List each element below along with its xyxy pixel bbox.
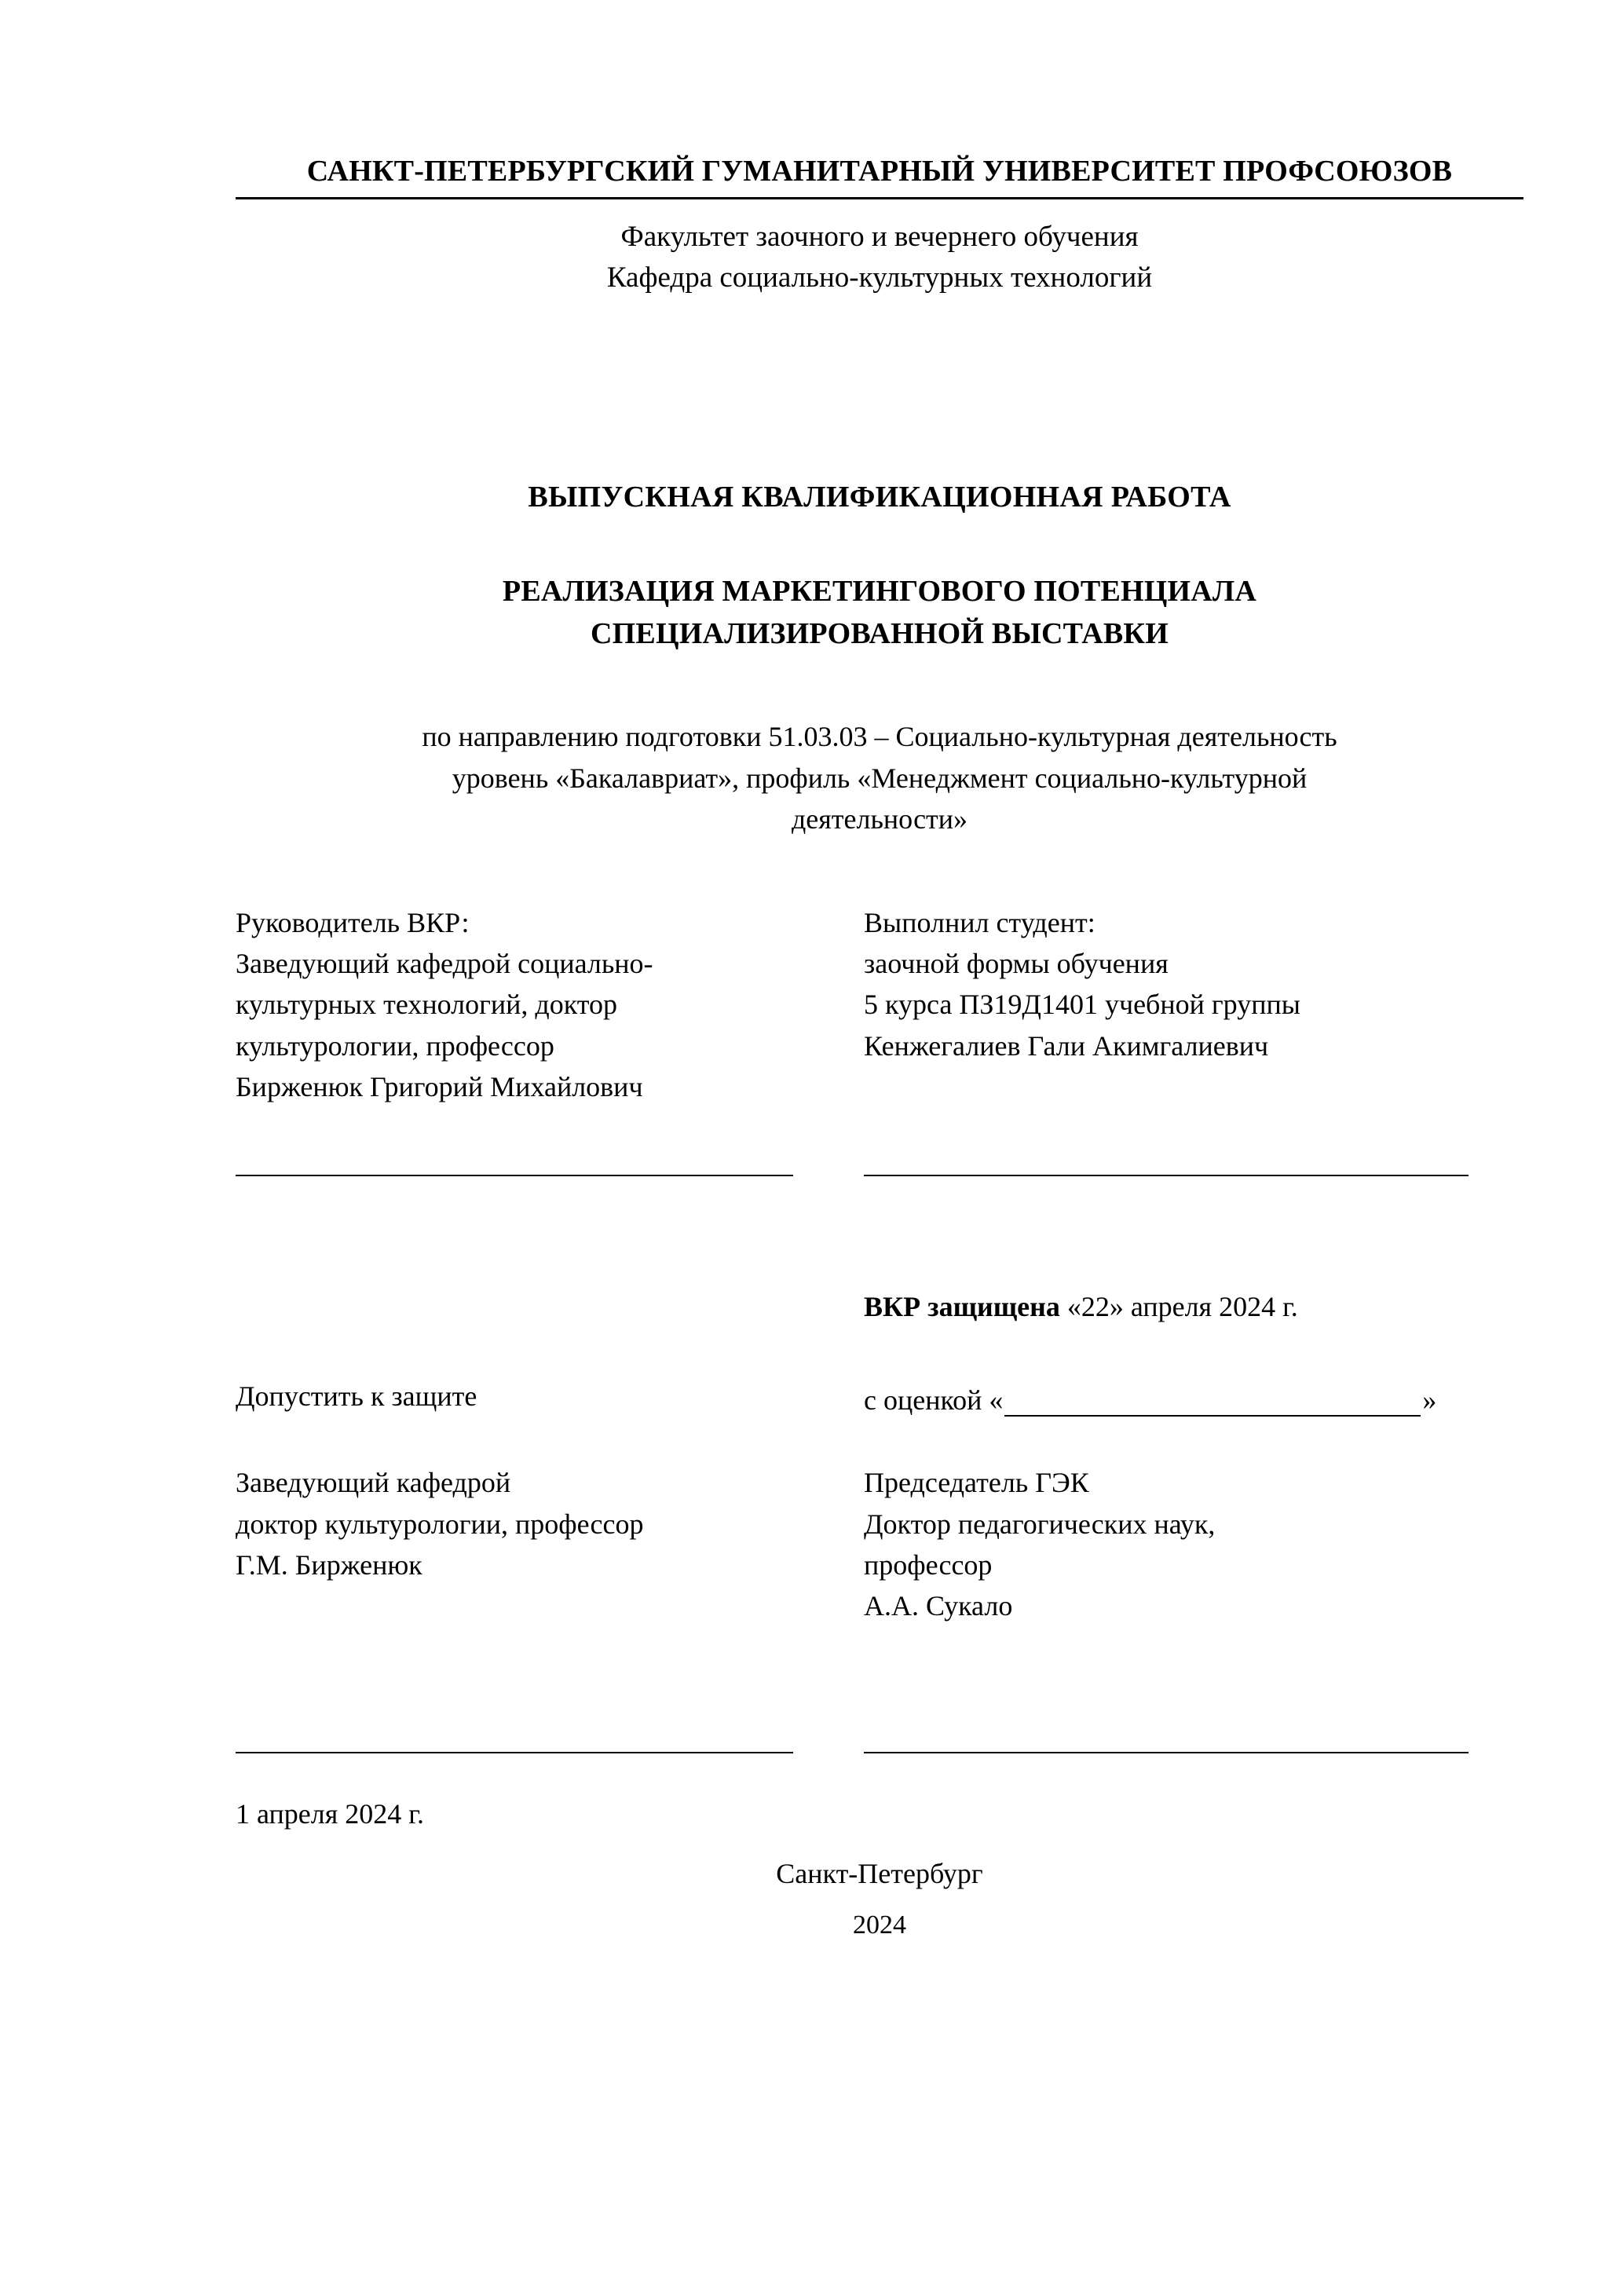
grade-block xyxy=(864,1384,1523,1417)
faculty-name: Факультет заочного и вечернего обучения xyxy=(620,220,1139,253)
document-date: 1 апреля 2024 г. xyxy=(236,1798,424,1830)
officials-row xyxy=(236,1462,1523,1626)
defense-date: «22» апреля 2024 г. xyxy=(1066,1290,1298,1322)
defense-left-spacer xyxy=(236,1286,864,1327)
program-info xyxy=(236,716,1523,839)
signature-row-bottom xyxy=(236,1752,1523,1753)
grade-field[interactable] xyxy=(864,1384,1523,1417)
program-line-3: деятельности» xyxy=(791,803,968,835)
spacer-2 xyxy=(236,514,1523,571)
defense-line xyxy=(864,1286,1523,1327)
defense-row xyxy=(236,1286,1523,1327)
student-block xyxy=(864,902,1523,1107)
supervisor-name: Бирженюк Григорий Михайлович xyxy=(236,1070,643,1102)
department-name: Кафедра социально-культурных технологий xyxy=(606,261,1153,294)
chair-line-2: Доктор педагогических наук, xyxy=(864,1508,1216,1540)
city-name: Санкт-Петербург xyxy=(776,1858,983,1890)
spacer-5 xyxy=(236,1176,1523,1286)
chair-name: А.А. Сукало xyxy=(864,1589,1013,1621)
signature-line xyxy=(236,1752,793,1753)
supervisor-label: Руководитель ВКР: xyxy=(236,907,470,939)
supervisor-line-2: культурных технологий, доктор xyxy=(236,989,617,1021)
signature-line xyxy=(864,1752,1469,1753)
chair-signature-field[interactable] xyxy=(864,1752,1523,1753)
student-signature-field[interactable] xyxy=(864,1175,1523,1176)
student-line-2: 5 курса ПЗ19Д1401 учебной группы xyxy=(864,989,1300,1021)
spacer-7 xyxy=(236,1417,1523,1462)
grade-blank-line[interactable] xyxy=(1004,1391,1421,1417)
grade-suffix: » xyxy=(1422,1384,1437,1417)
head-line-2: доктор культурологии, профессор xyxy=(236,1508,644,1540)
signature-line xyxy=(864,1175,1469,1176)
year: 2024 xyxy=(853,1910,906,1940)
head-line-1: Заведующий кафедрой xyxy=(236,1467,511,1499)
head-of-department-block xyxy=(236,1462,864,1626)
spacer-4 xyxy=(236,839,1523,902)
admission-row xyxy=(236,1376,1523,1417)
spacer-3 xyxy=(236,655,1523,716)
head-name: Г.М. Бирженюк xyxy=(236,1548,422,1581)
authorship-columns xyxy=(236,902,1523,1107)
student-line-1: заочной формы обучения xyxy=(864,948,1169,980)
spacer-9 xyxy=(236,1753,1523,1797)
supervisor-line-1: Заведующий кафедрой социально- xyxy=(236,948,653,980)
program-line-2: уровень «Бакалавриат», профиль «Менеджмент социально-культурной xyxy=(452,762,1308,794)
signature-line xyxy=(236,1175,793,1176)
signature-row-top xyxy=(236,1175,1523,1176)
work-type: ВЫПУСКНАЯ КВАЛИФИКАЦИОННАЯ РАБОТА xyxy=(528,480,1231,514)
supervisor-signature-field[interactable] xyxy=(236,1175,864,1176)
supervisor-line-3: культурологии, профессор xyxy=(236,1029,554,1062)
admit-label: Допустить к защите xyxy=(236,1380,477,1413)
commission-chair-block xyxy=(864,1462,1523,1626)
student-name: Кенжегалиев Гали Акимгалиевич xyxy=(864,1029,1269,1062)
work-title xyxy=(236,571,1523,656)
spacer-8 xyxy=(236,1626,1523,1752)
admit-block xyxy=(236,1376,864,1417)
defense-info xyxy=(864,1286,1523,1327)
university-name: САНКТ-ПЕТЕРБУРГСКИЙ ГУМАНИТАРНЫЙ УНИВЕРСИТЕТ ПРОФСОЮЗОВ xyxy=(236,153,1523,199)
supervisor-block xyxy=(236,902,864,1107)
grade-prefix: с оценкой « xyxy=(864,1384,1004,1417)
defense-label: ВКР защищена xyxy=(864,1290,1060,1322)
work-title-line-2: СПЕЦИАЛИЗИРОВАННОЙ ВЫСТАВКИ xyxy=(591,616,1169,650)
student-label: Выполнил студент: xyxy=(864,907,1095,939)
title-page-content xyxy=(236,153,1523,1940)
head-signature-field[interactable] xyxy=(236,1752,864,1753)
faculty-block xyxy=(236,217,1523,299)
program-line-1: по направлению подготовки 51.03.03 – Социально-культурная деятельность xyxy=(422,721,1337,753)
spacer-1 xyxy=(236,299,1523,480)
spacer-6 xyxy=(236,1327,1523,1376)
chair-line-1: Председатель ГЭК xyxy=(864,1467,1089,1499)
work-title-line-1: РЕАЛИЗАЦИЯ МАРКЕТИНГОВОГО ПОТЕНЦИАЛА xyxy=(502,574,1257,608)
chair-line-3: профессор xyxy=(864,1548,993,1581)
